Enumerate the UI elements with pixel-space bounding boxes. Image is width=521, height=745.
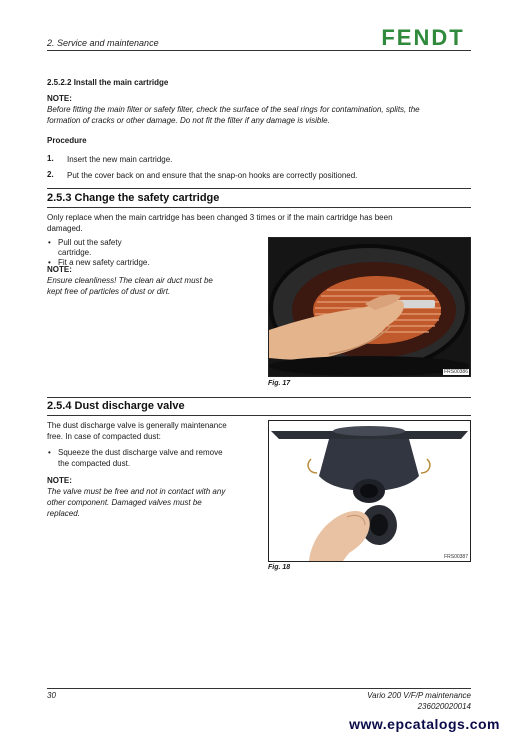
safety-note-line2: kept free of particles of dust or dirt. [47, 287, 171, 296]
section-rule [47, 415, 471, 416]
install-note-line2: formation of cracks or other damage. Do not fit the filter if any damage is visible. [47, 116, 330, 125]
step-number: 2. [47, 170, 54, 179]
section-rule [47, 397, 471, 398]
procedure-label: Procedure [47, 136, 87, 145]
photo-code: FRS00386 [444, 369, 468, 375]
figure-caption: Fig. 17 [268, 380, 291, 387]
install-note-line1: Before fitting the main filter or safety filter, check the surface of the seal rings for contamination, splits, the [47, 105, 420, 114]
safety-intro-line1: Only replace when the main cartridge has been changed 3 times or if the main cartridge has been [47, 213, 393, 222]
safety-section-title: 2.5.3 Change the safety cartridge [47, 192, 220, 204]
safety-bullet1-line2: cartridge. [58, 248, 92, 257]
step-text: Insert the new main cartridge. [67, 155, 173, 164]
dust-bullet1-line1: Squeeze the dust discharge valve and remove [58, 448, 223, 457]
manual-title: Vario 200 V/F/P maintenance [367, 691, 471, 700]
safety-cartridge-photo [268, 237, 471, 377]
step-number: 1. [47, 154, 54, 163]
fendt-logo [376, 27, 470, 49]
footer-rule [47, 688, 471, 689]
document-number: 236020020014 [417, 702, 471, 711]
dust-intro-line1: The dust discharge valve is generally maintenance [47, 421, 227, 430]
dust-bullet1-line2: the compacted dust. [58, 459, 131, 468]
bullet-dot: • [48, 448, 51, 457]
dust-section-title: 2.5.4 Dust discharge valve [47, 400, 185, 412]
dust-note-line3: replaced. [47, 509, 80, 518]
figure-caption: Fig. 18 [268, 564, 291, 571]
page-number: 30 [47, 691, 56, 700]
bullet-dot: • [48, 238, 51, 247]
dust-valve-photo [268, 420, 471, 562]
air-filter-housing-image [269, 238, 470, 376]
dust-intro-line2: free. In case of compacted dust: [47, 432, 161, 441]
photo-code: FRS00387 [444, 554, 468, 560]
watermark-link[interactable]: www.epcatalogs.com [349, 716, 500, 732]
bullet-dot: • [48, 258, 51, 267]
safety-intro-line2: damaged. [47, 224, 83, 233]
safety-note-label: NOTE: [47, 265, 72, 274]
safety-bullet2: Fit a new safety cartridge. [58, 258, 150, 267]
dust-valve-image [269, 421, 470, 561]
dust-note-line1: The valve must be free and not in contact with any [47, 487, 226, 496]
safety-bullet1-line1: Pull out the safety [58, 238, 122, 247]
logo-text: FENDT [381, 27, 465, 49]
install-note-label: NOTE: [47, 94, 72, 103]
section-rule [47, 207, 471, 208]
dust-note-label: NOTE: [47, 476, 72, 485]
safety-note-line1: Ensure cleanliness! The clean air duct must be [47, 276, 213, 285]
dust-note-line2: other component. Damaged valves must be [47, 498, 202, 507]
step-text: Put the cover back on and ensure that the snap-on hooks are correctly positioned. [67, 171, 358, 180]
header-rule [47, 50, 471, 51]
header-section-title: 2. Service and maintenance [47, 38, 159, 48]
section-rule [47, 188, 471, 189]
install-title: 2.5.2.2 Install the main cartridge [47, 78, 169, 87]
